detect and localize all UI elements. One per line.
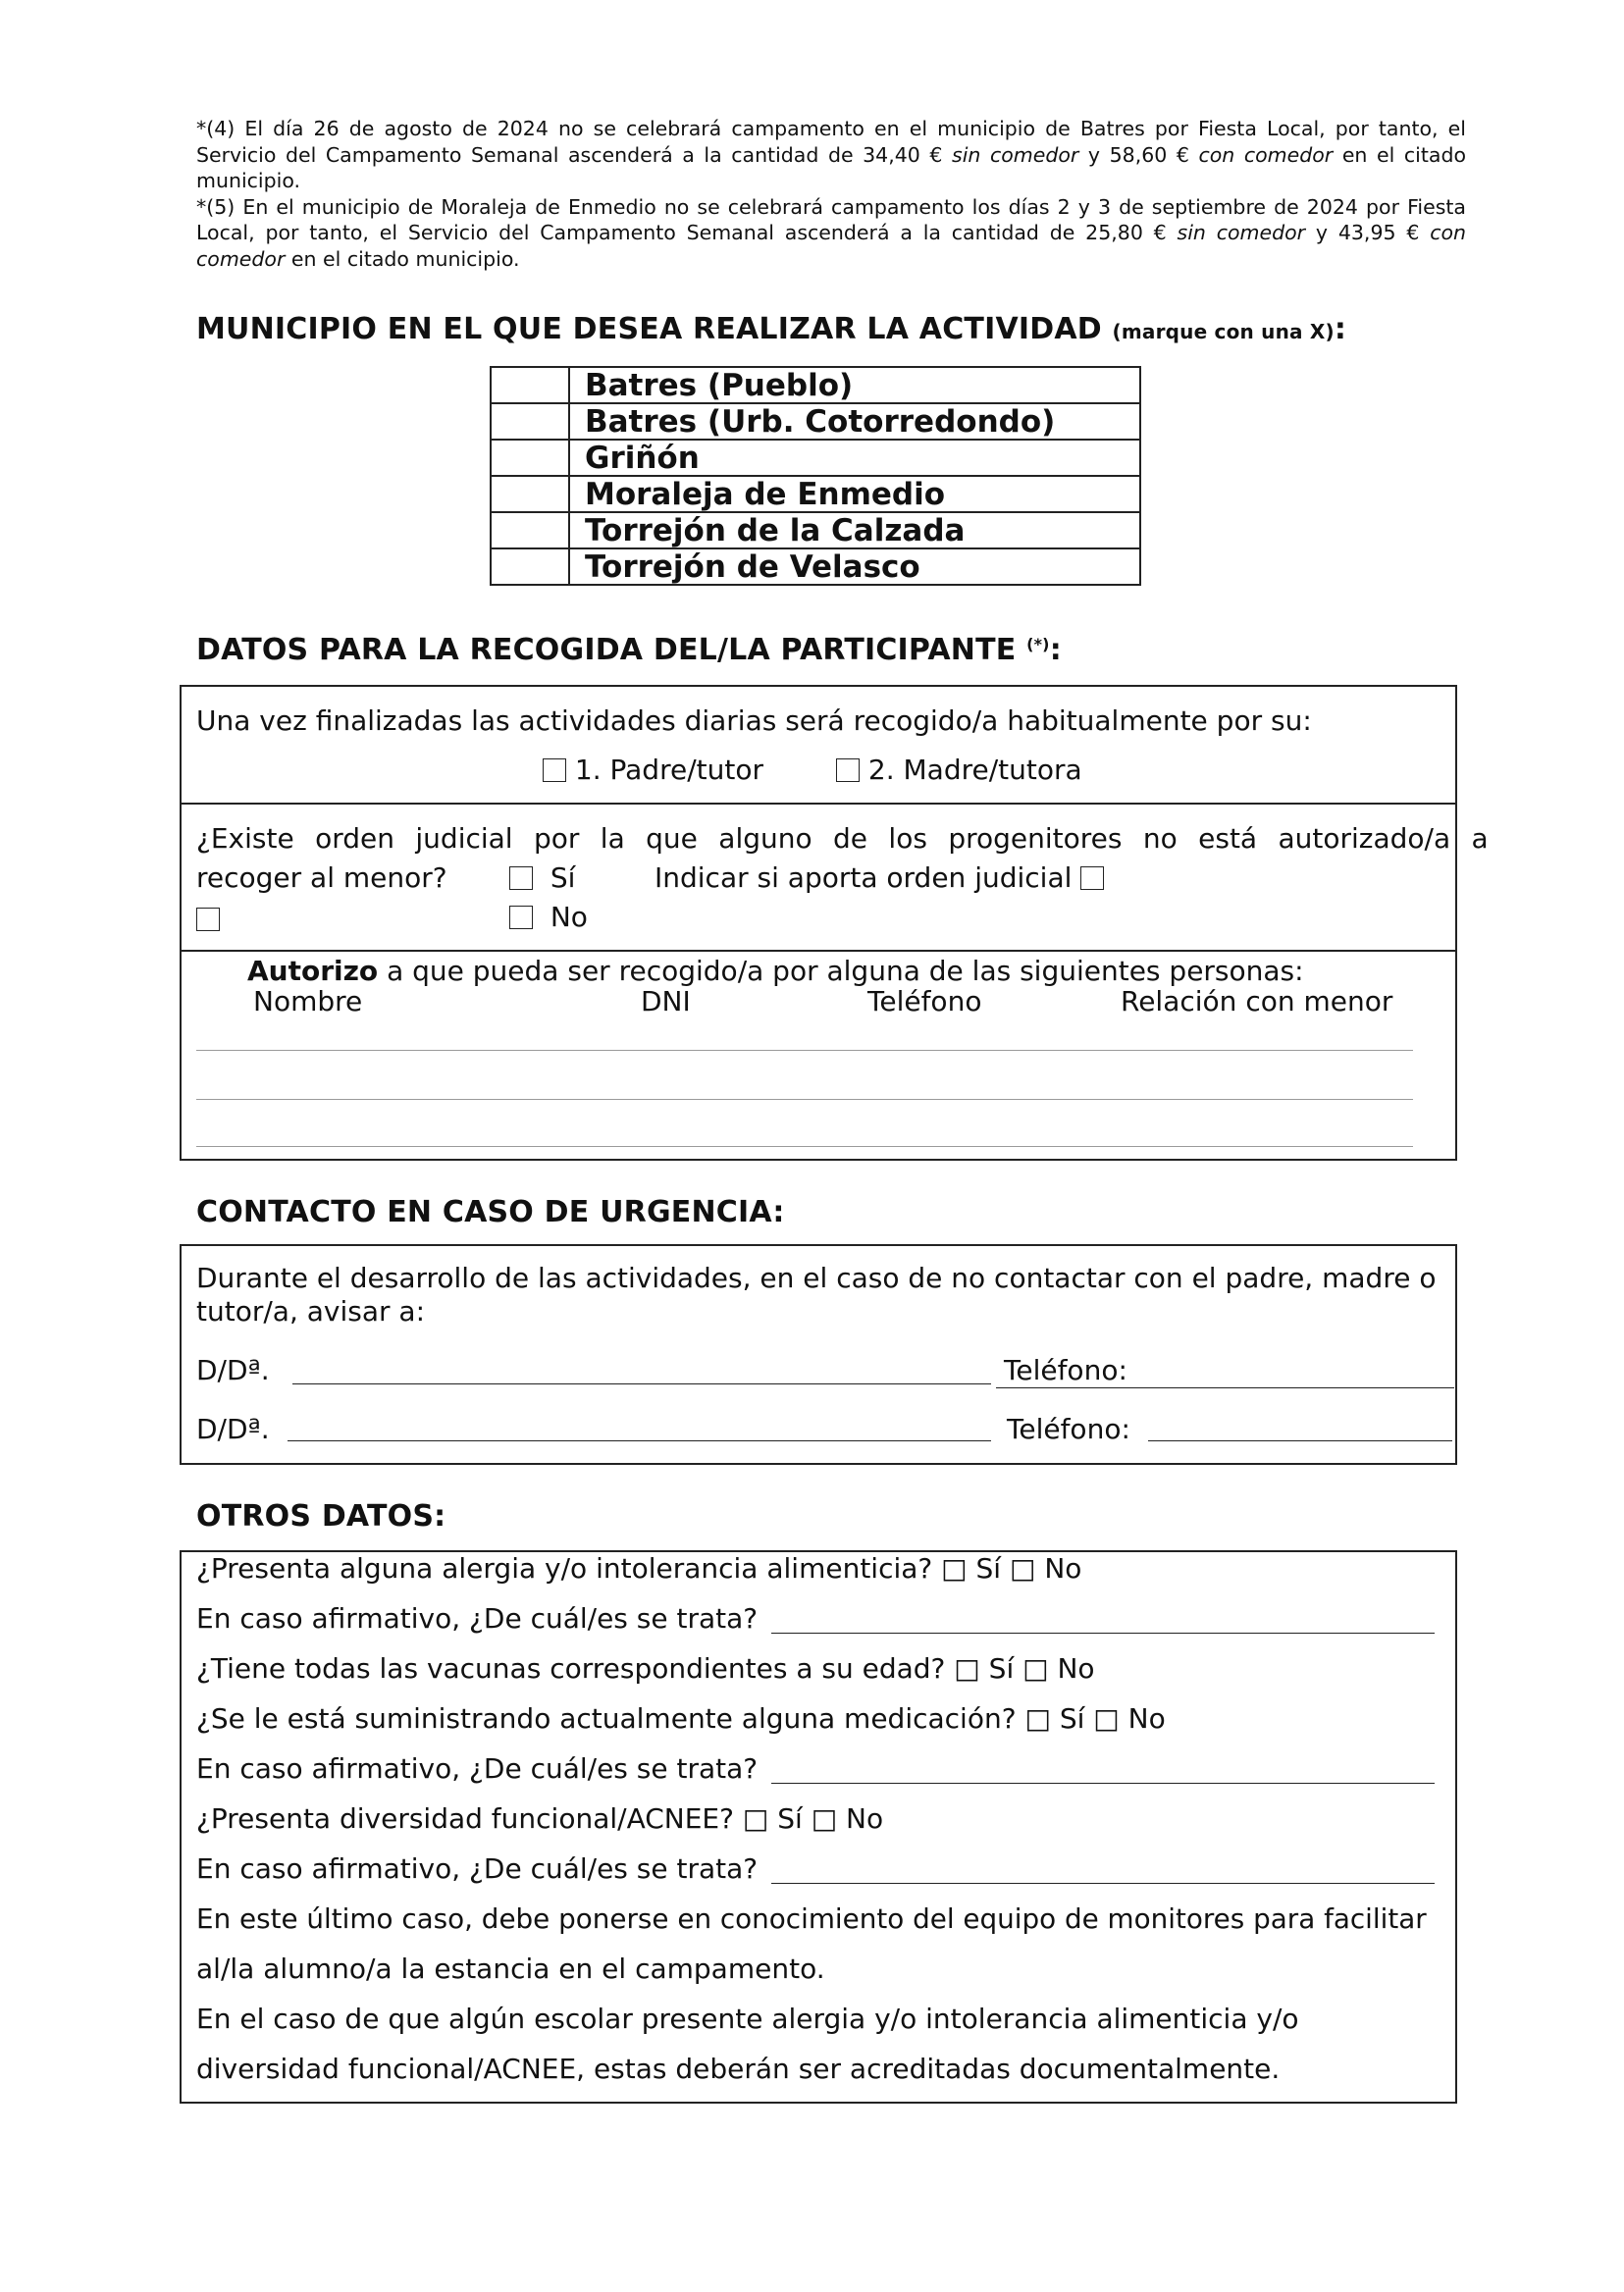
municipio-mark-cell[interactable] xyxy=(491,440,569,476)
municipio-row[interactable]: Moraleja de Enmedio xyxy=(491,476,1140,512)
municipio-heading: MUNICIPIO EN EL QUE DESEA REALIZAR LA ACTIVIDAD (marque con una X): xyxy=(196,312,1347,346)
municipio-mark-cell[interactable] xyxy=(491,512,569,548)
footnote-4: *(4) El día 26 de agosto de 2024 no se celebrará campamento en el municipio de Batres por Fiesta Local, por tanto, el Servicio del Campamento Semanal ascenderá a la cantidad de 34,40 € sin comedor y 58,60 € con comedor en el citado municipio. xyxy=(196,117,1466,193)
municipio-row[interactable]: Torrejón de Velasco xyxy=(491,548,1140,585)
municipio-mark-cell[interactable] xyxy=(491,548,569,585)
diversidad-detail-label: En caso afirmativo, ¿De cuál/es se trata? xyxy=(196,1852,759,1885)
footnote-5: *(5) En el municipio de Moraleja de Enmedio no se celebrará campamento los días 2 y 3 de septiembre de 2024 por Fiesta Local, por tanto, el Servicio del Campamento Semanal ascenderá a la cantidad de 25,80 € sin comedor y 43,95 € con comedor en el citado municipio. xyxy=(196,194,1467,271)
alergia-question: ¿Presenta alguna alergia y/o intolerancia alimenticia? □ Sí □ No xyxy=(196,1552,1082,1585)
recogida-heading: DATOS PARA LA RECOGIDA DEL/LA PARTICIPANTE (*): xyxy=(196,633,1062,667)
telefono-line[interactable] xyxy=(1148,1440,1452,1441)
alergia-detail-line[interactable] xyxy=(771,1633,1435,1634)
divider xyxy=(180,950,1457,952)
info-text: En el caso de que algún escolar presente alergia y/o intolerancia alimenticia y/o xyxy=(196,2003,1299,2035)
telefono-label: Teléfono: xyxy=(1007,1413,1130,1445)
option-padre[interactable]: 1. Padre/tutor xyxy=(543,754,763,786)
municipio-row[interactable]: Torrejón de la Calzada xyxy=(491,512,1140,548)
vacunas-question: ¿Tiene todas las vacunas correspondientes a su edad? □ Sí □ No xyxy=(196,1652,1095,1685)
municipio-mark-cell[interactable] xyxy=(491,403,569,440)
municipio-row[interactable]: Griñón xyxy=(491,440,1140,476)
col-telefono: Teléfono xyxy=(867,985,982,1017)
indicar-orden[interactable]: Indicar si aporta orden judicial xyxy=(655,861,1104,894)
madre-checkbox[interactable] xyxy=(836,758,860,782)
diversidad-question: ¿Presenta diversidad funcional/ACNEE? □ Sí □ No xyxy=(196,1802,884,1835)
indicar-checkbox[interactable] xyxy=(1080,866,1104,890)
recogida-intro: Una vez finalizadas las actividades diarias será recogido/a habitualmente por su: xyxy=(196,704,1312,737)
municipio-mark-cell[interactable] xyxy=(491,367,569,403)
telefono-label: Teléfono: xyxy=(1004,1354,1127,1386)
telefono-line[interactable] xyxy=(996,1387,1454,1388)
dd-label: D/Dª. xyxy=(196,1413,270,1445)
medicacion-question: ¿Se le está suministrando actualmente alguna medicación? □ Sí □ No xyxy=(196,1702,1166,1735)
recogida-box xyxy=(180,685,1457,1161)
info-text: diversidad funcional/ACNEE, estas deberán ser acreditadas documentalmente. xyxy=(196,2053,1281,2085)
orden-si-checkbox[interactable] xyxy=(509,866,533,890)
municipio-row[interactable]: Batres (Urb. Cotorredondo) xyxy=(491,403,1140,440)
autorizo-text: Autorizo a que pueda ser recogido/a por alguna de las siguientes personas: xyxy=(247,955,1304,987)
info-text: al/la alumno/a la estancia en el campamento. xyxy=(196,1953,825,1985)
otros-heading: OTROS DATOS: xyxy=(196,1499,446,1534)
footnotes xyxy=(196,116,1466,273)
orden-si[interactable]: Sí xyxy=(509,861,575,894)
medicacion-detail-line[interactable] xyxy=(771,1783,1435,1784)
orden-no-checkbox[interactable] xyxy=(509,906,533,929)
urgencia-intro: Durante el desarrollo de las actividades, en el caso de no contactar con el padre, madre o xyxy=(196,1262,1437,1294)
col-dni: DNI xyxy=(641,985,691,1017)
municipio-row[interactable]: Batres (Pueblo) xyxy=(491,367,1140,403)
medicacion-detail-label: En caso afirmativo, ¿De cuál/es se trata? xyxy=(196,1752,759,1785)
padre-checkbox[interactable] xyxy=(543,758,566,782)
col-nombre: Nombre xyxy=(253,985,363,1017)
orden-no[interactable]: No xyxy=(509,901,588,933)
urgencia-heading: CONTACTO EN CASO DE URGENCIA: xyxy=(196,1195,785,1229)
col-relacion: Relación con menor xyxy=(1121,985,1393,1017)
option-madre[interactable]: 2. Madre/tutora xyxy=(836,754,1082,786)
diversidad-detail-line[interactable] xyxy=(771,1883,1435,1884)
dd-name-line[interactable] xyxy=(292,1383,991,1384)
autorizado-line[interactable] xyxy=(196,1050,1413,1051)
autorizado-line[interactable] xyxy=(196,1146,1413,1147)
orden-extra-checkbox[interactable] xyxy=(196,908,220,931)
municipio-mark-cell[interactable] xyxy=(491,476,569,512)
orden-question: ¿Existe orden judicial por la que alguno de los progenitores no está autorizado/a a xyxy=(196,822,1489,855)
urgencia-intro-end: tutor/a, avisar a: xyxy=(196,1295,425,1328)
alergia-detail-label: En caso afirmativo, ¿De cuál/es se trata? xyxy=(196,1602,759,1635)
municipio-table xyxy=(490,366,1141,586)
dd-name-line[interactable] xyxy=(288,1440,991,1441)
info-text: En este último caso, debe ponerse en conocimiento del equipo de monitores para facilitar xyxy=(196,1902,1427,1935)
divider xyxy=(180,803,1457,805)
orden-question-end: recoger al menor? xyxy=(196,861,447,894)
dd-label: D/Dª. xyxy=(196,1354,270,1386)
orden-extra[interactable] xyxy=(196,903,220,935)
autorizado-line[interactable] xyxy=(196,1099,1413,1100)
